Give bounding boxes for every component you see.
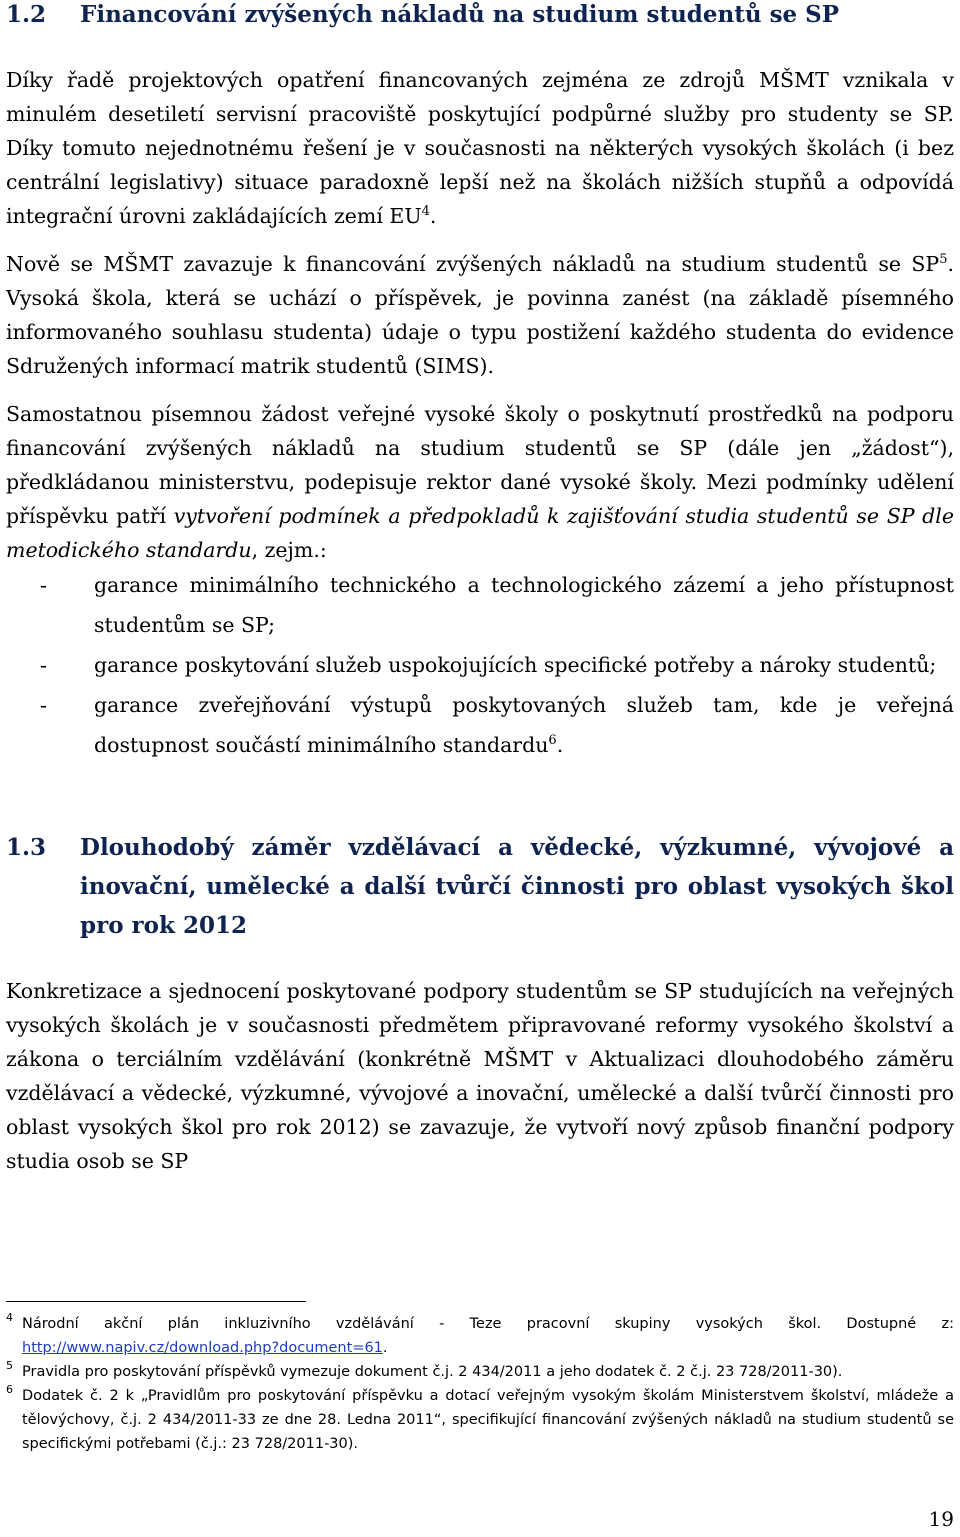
list-item: - garance poskytování služeb uspokojujících specifické potřeby a nároky studentů; [40, 653, 937, 677]
list-item: - garance minimálního technického a technologického zázemí a jeho přístupnost studentům se SP; [40, 573, 954, 637]
footnotes [6, 1312, 954, 1456]
footnote-separator [6, 1301, 306, 1302]
italic-phrase: vytvoření podmínek a předpokladů k zajišťování studia studentů se SP dle metodického standardu [6, 504, 954, 562]
document-page [6, 0, 954, 1537]
footnote-ref-4[interactable]: 4 [421, 204, 430, 220]
paragraph-zadost: Samostatnou písemnou žádost veřejné vysoké školy o poskytnutí prostředků na podporu financování zvýšených nákladů na studium studentů se SP (dále jen „žádost“), předkládanou ministerstvu, podepisuje rektor dané vysoké školy. Mezi podmínky udělení příspěvku patří vytvoření podmínek a předpokladů k zajišťování studia studentů se SP dle metodického standardu, zejm.: [6, 402, 954, 562]
footnote-5: 5 Pravidla pro poskytování příspěvků vymezuje dokument č.j. 2 434/2011 a jeho dodatek č. 2 č.j. 23 728/2011-30). [6, 1359, 843, 1380]
page-number: 19 [928, 1507, 954, 1531]
footnote-6: 6 Dodatek č. 2 k „Pravidlům pro poskytování příspěvku a dotací veřejným vysokým školám Ministerstvem školství, mládeže a tělovýchovy, č.j. 2 434/2011-33 ze dne 28. Ledna 2011“, specifikující financování zvýšených nákladů na studium studentů se specifickými potřebami (č.j.: 23 728/2011-30). [6, 1383, 954, 1452]
footnote-4: 4 Národní akční plán inkluzivního vzdělávání - Teze pracovní skupiny vysokých škol. Dostupné z: http://www.napiv.cz/download.php?document=61. [6, 1311, 954, 1356]
paragraph-konkretizace: Konkretizace a sjednocení poskytované podpory studentům se SP studujících na veřejných vysokých školách je v současnosti předmětem připravované reformy vysokého školství a zákona o terciálním vzdělávání (konkrétně MŠMT v Aktualizaci dlouhodobého záměru vzdělávací a vědecké, výzkumné, vývojové a inovační, umělecké a další tvůrčí činnosti pro oblast vysokých škol pro rok 2012) se zavazuje, že vytvoří nový způsob finanční podpory studia osob se SP [6, 979, 954, 1173]
section-number: 1.2 [6, 1, 47, 28]
conditions-list [6, 565, 954, 765]
paragraph-financovani-msmt: Nově se MŠMT zavazuje k financování zvýšených nákladů na studium studentů se $SP^5$. Vysoká škola, která se uchází o příspěvek, je povinna zanést (na základě písemného informovaného souhlasu studenta) údaje o typu postižení každého studenta do evidence Sdružených informací matrik studentů (SIMS). [6, 252, 954, 378]
section-number: 1.3 [6, 834, 47, 861]
footnote-link[interactable]: http://www.napiv.cz/download.php?document=61 [22, 1340, 383, 1356]
footnote-ref-5[interactable]: 5 [939, 252, 948, 268]
section-title: Financování zvýšených nákladů na studium studentů se SP [80, 1, 840, 28]
paragraph-servisni-pracoviste: Díky řadě projektových opatření financovaných zejména ze zdrojů MŠMT vznikala v minulém desetiletí servisní pracoviště poskytující podpůrné služby pro studenty se SP. Díky tomuto nejednotnému řešení je v současnosti na některých vysokých školách (i bez centrální legislativy) situace paradoxně lepší než na školách nižších stupňů a odpovídá integrační úrovni zakládajících zemí $EU^4$. [6, 68, 954, 228]
footnote-ref-6[interactable]: 6 [548, 733, 557, 749]
list-item: - garance zveřejňování výstupů poskytovaných služeb tam, kde je veřejná dostupnost součástí minimálního standardu$^6$. [40, 693, 954, 757]
section-title: Dlouhodobý záměr vzdělávací a vědecké, výzkumné, vývojové a inovační, umělecké a další tvůrčí činnosti pro oblast vysokých škol pro rok 2012 [80, 834, 954, 939]
